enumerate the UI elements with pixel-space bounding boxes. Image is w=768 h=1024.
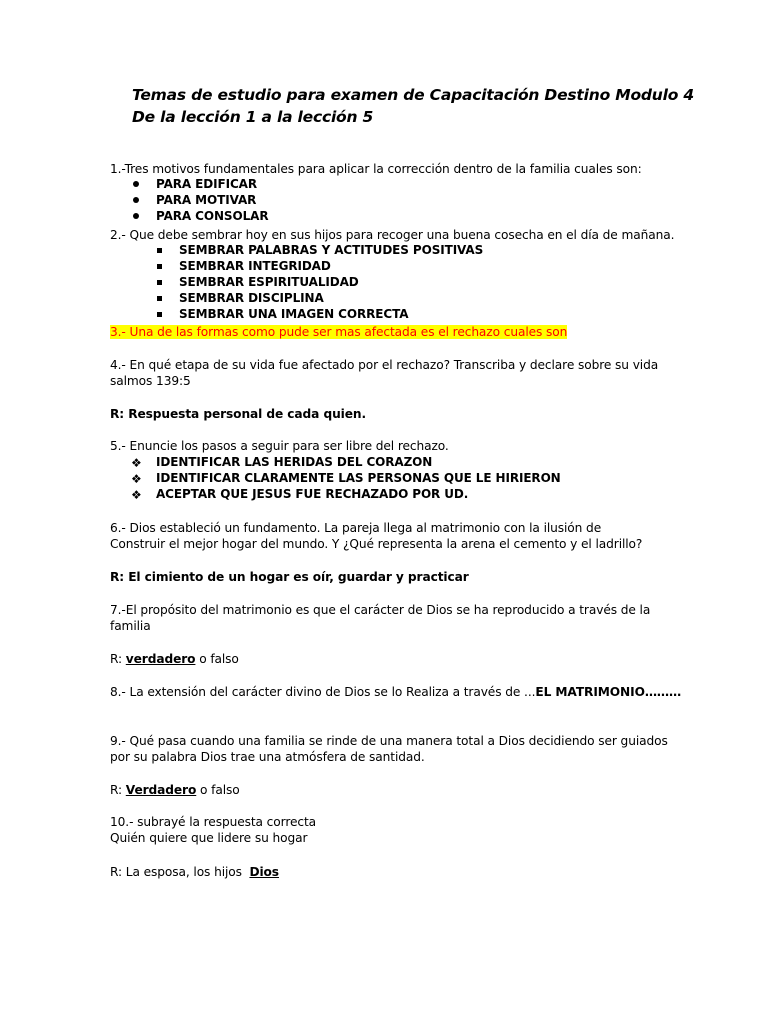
- question-3: [110, 324, 567, 340]
- selected-answer: verdadero: [125, 652, 196, 666]
- question-10-line-2: Quién quiere que lidere su hogar: [110, 831, 308, 845]
- answer-suffix: o falso: [196, 783, 240, 797]
- question-4-line-1: 4.- En qué etapa de su vida fue afectado por el rechazo? Transcriba y declare sobre su vida: [110, 358, 659, 372]
- bullet-square-icon: [157, 264, 162, 269]
- question-1: 1.-Tres motivos fundamentales para aplicar la corrección dentro de la familia cuales son:: [110, 162, 642, 176]
- bullet-dot-icon: [133, 197, 139, 203]
- q5-item: IDENTIFICAR CLARAMENTE LAS PERSONAS QUE LE HIRIERON: [156, 471, 561, 485]
- answer-7: [110, 651, 239, 667]
- q2-item: SEMBRAR UNA IMAGEN CORRECTA: [179, 307, 409, 321]
- selected-answer: Dios: [249, 865, 279, 879]
- bullet-diamond-icon: ❖: [131, 472, 142, 486]
- bullet-square-icon: [157, 296, 162, 301]
- question-5: 5.- Enuncie los pasos a seguir para ser libre del rechazo.: [110, 439, 449, 453]
- q1-item: PARA MOTIVAR: [156, 193, 257, 207]
- answer-6: R: El cimiento de un hogar es oír, guardar y practicar: [110, 570, 469, 584]
- question-6-line-2: Construir el mejor hogar del mundo. Y ¿Qué representa la arena el cemento y el ladrillo?: [110, 537, 643, 551]
- q1-item: PARA CONSOLAR: [156, 209, 269, 223]
- q5-item: ACEPTAR QUE JESUS FUE RECHAZADO POR UD.: [156, 487, 469, 501]
- question-7-line-1: 7.-El propósito del matrimonio es que el carácter de Dios se ha reproducido a través de la: [110, 603, 651, 617]
- document-title-line-2: De la lección 1 a la lección 5: [132, 108, 374, 126]
- answer-4: R: Respuesta personal de cada quien.: [110, 407, 366, 421]
- q2-item: SEMBRAR DISCIPLINA: [179, 291, 324, 305]
- answer-suffix: o falso: [195, 652, 239, 666]
- bullet-dot-icon: [133, 213, 139, 219]
- answer-9: [110, 782, 240, 798]
- q2-item: SEMBRAR PALABRAS Y ACTITUDES POSITIVAS: [179, 243, 484, 257]
- question-2: 2.- Que debe sembrar hoy en sus hijos para recoger una buena cosecha en el día de mañana.: [110, 228, 675, 242]
- bullet-square-icon: [157, 248, 162, 253]
- q5-item: IDENTIFICAR LAS HERIDAS DEL CORAZON: [156, 455, 433, 469]
- bullet-square-icon: [157, 312, 162, 317]
- q2-item: SEMBRAR ESPIRITUALIDAD: [179, 275, 359, 289]
- question-8: [110, 684, 681, 700]
- question-8-text: 8.- La extensión del carácter divino de Dios se lo Realiza a través de ...: [110, 685, 536, 699]
- question-6-line-1: 6.- Dios estableció un fundamento. La pareja llega al matrimonio con la ilusión de: [110, 521, 602, 535]
- bullet-dot-icon: [133, 181, 139, 187]
- bullet-square-icon: [157, 280, 162, 285]
- question-7-line-2: familia: [110, 619, 151, 633]
- selected-answer: Verdadero: [125, 783, 197, 797]
- answer-prefix: R: La esposa, los hijos: [110, 865, 250, 879]
- answer-prefix: R:: [110, 783, 126, 797]
- question-9-line-1: 9.- Qué pasa cuando una familia se rinde de una manera total a Dios decidiendo ser guiados: [110, 734, 668, 748]
- bullet-diamond-icon: ❖: [131, 456, 142, 470]
- q1-item: PARA EDIFICAR: [156, 177, 258, 191]
- question-9-line-2: por su palabra Dios trae una atmósfera de santidad.: [110, 750, 425, 764]
- q2-item: SEMBRAR INTEGRIDAD: [179, 259, 331, 273]
- answer-8: EL MATRIMONIO………: [535, 685, 682, 699]
- question-10-line-1: 10.- subrayé la respuesta correcta: [110, 815, 317, 829]
- question-4-line-2: salmos 139:5: [110, 374, 191, 388]
- answer-10: [110, 864, 279, 880]
- answer-prefix: R:: [110, 652, 126, 666]
- bullet-diamond-icon: ❖: [131, 488, 142, 502]
- document-title-line-1: Temas de estudio para examen de Capacitación Destino Modulo 4: [132, 86, 694, 104]
- highlighted-text: 3.- Una de las formas como pude ser mas afectada es el rechazo cuales son: [110, 325, 568, 339]
